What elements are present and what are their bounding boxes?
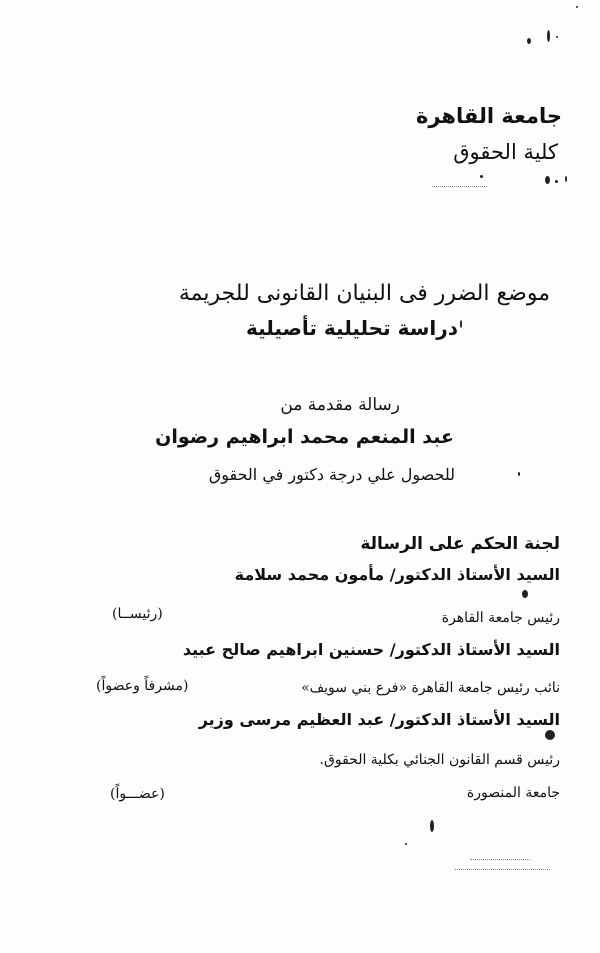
scan-speck xyxy=(460,320,462,328)
university-name: جامعة القاهرة xyxy=(415,104,562,128)
scan-speck xyxy=(547,30,550,42)
scan-speck xyxy=(545,730,555,740)
member-2-position: نائب رئيس جامعة القاهرة «فرع بني سويف» xyxy=(301,680,560,696)
scan-speck xyxy=(527,38,531,44)
scan-smudge xyxy=(432,183,487,187)
member-3-role: (عضـــواً) xyxy=(110,786,165,802)
member-3-name: السيد الأستاذ الدكتور/ عبد العظيم مرسى وزير xyxy=(198,710,560,729)
member-1-name: السيد الأستاذ الدكتور/ مأمون محمد سلامة xyxy=(234,565,560,584)
faculty-name: كلية الحقوق xyxy=(453,140,558,164)
scan-speck xyxy=(405,843,407,845)
scan-speck xyxy=(545,176,550,184)
member-1-position: رئيس جامعة القاهرة xyxy=(441,610,560,626)
scan-speck xyxy=(430,820,434,832)
committee-heading: لجنة الحكم على الرسالة xyxy=(360,534,560,554)
member-2-name: السيد الأستاذ الدكتور/ حسنين ابراهيم صالح عبيد xyxy=(182,640,560,659)
scan-speck xyxy=(556,36,558,38)
scan-speck xyxy=(518,472,520,476)
thesis-title: موضع الضرر فى البنيان القانونى للجريمة xyxy=(178,281,550,306)
degree-purpose: للحصول علي درجة دكتور في الحقوق xyxy=(208,465,455,484)
scan-speck xyxy=(576,6,578,8)
member-1-role: (رئيســا) xyxy=(112,606,163,622)
scan-smudge xyxy=(470,855,530,860)
thesis-subtitle: دراسة تحليلية تأصيلية xyxy=(245,316,458,340)
scan-smudge xyxy=(455,865,550,870)
member-2-role: (مشرفاً وعضواً) xyxy=(96,678,189,694)
scan-speck xyxy=(555,180,558,183)
scan-speck xyxy=(565,176,567,182)
member-3-position: رئيس قسم القانون الجنائي بكلية الحقوق. xyxy=(319,752,560,768)
scan-speck xyxy=(480,175,483,178)
author-name: عبد المنعم محمد ابراهيم رضوان xyxy=(155,426,454,448)
scan-speck xyxy=(522,590,528,598)
presented-by: رسالة مقدمة من xyxy=(280,395,400,415)
member-3-position-2: جامعة المنصورة xyxy=(466,785,560,801)
